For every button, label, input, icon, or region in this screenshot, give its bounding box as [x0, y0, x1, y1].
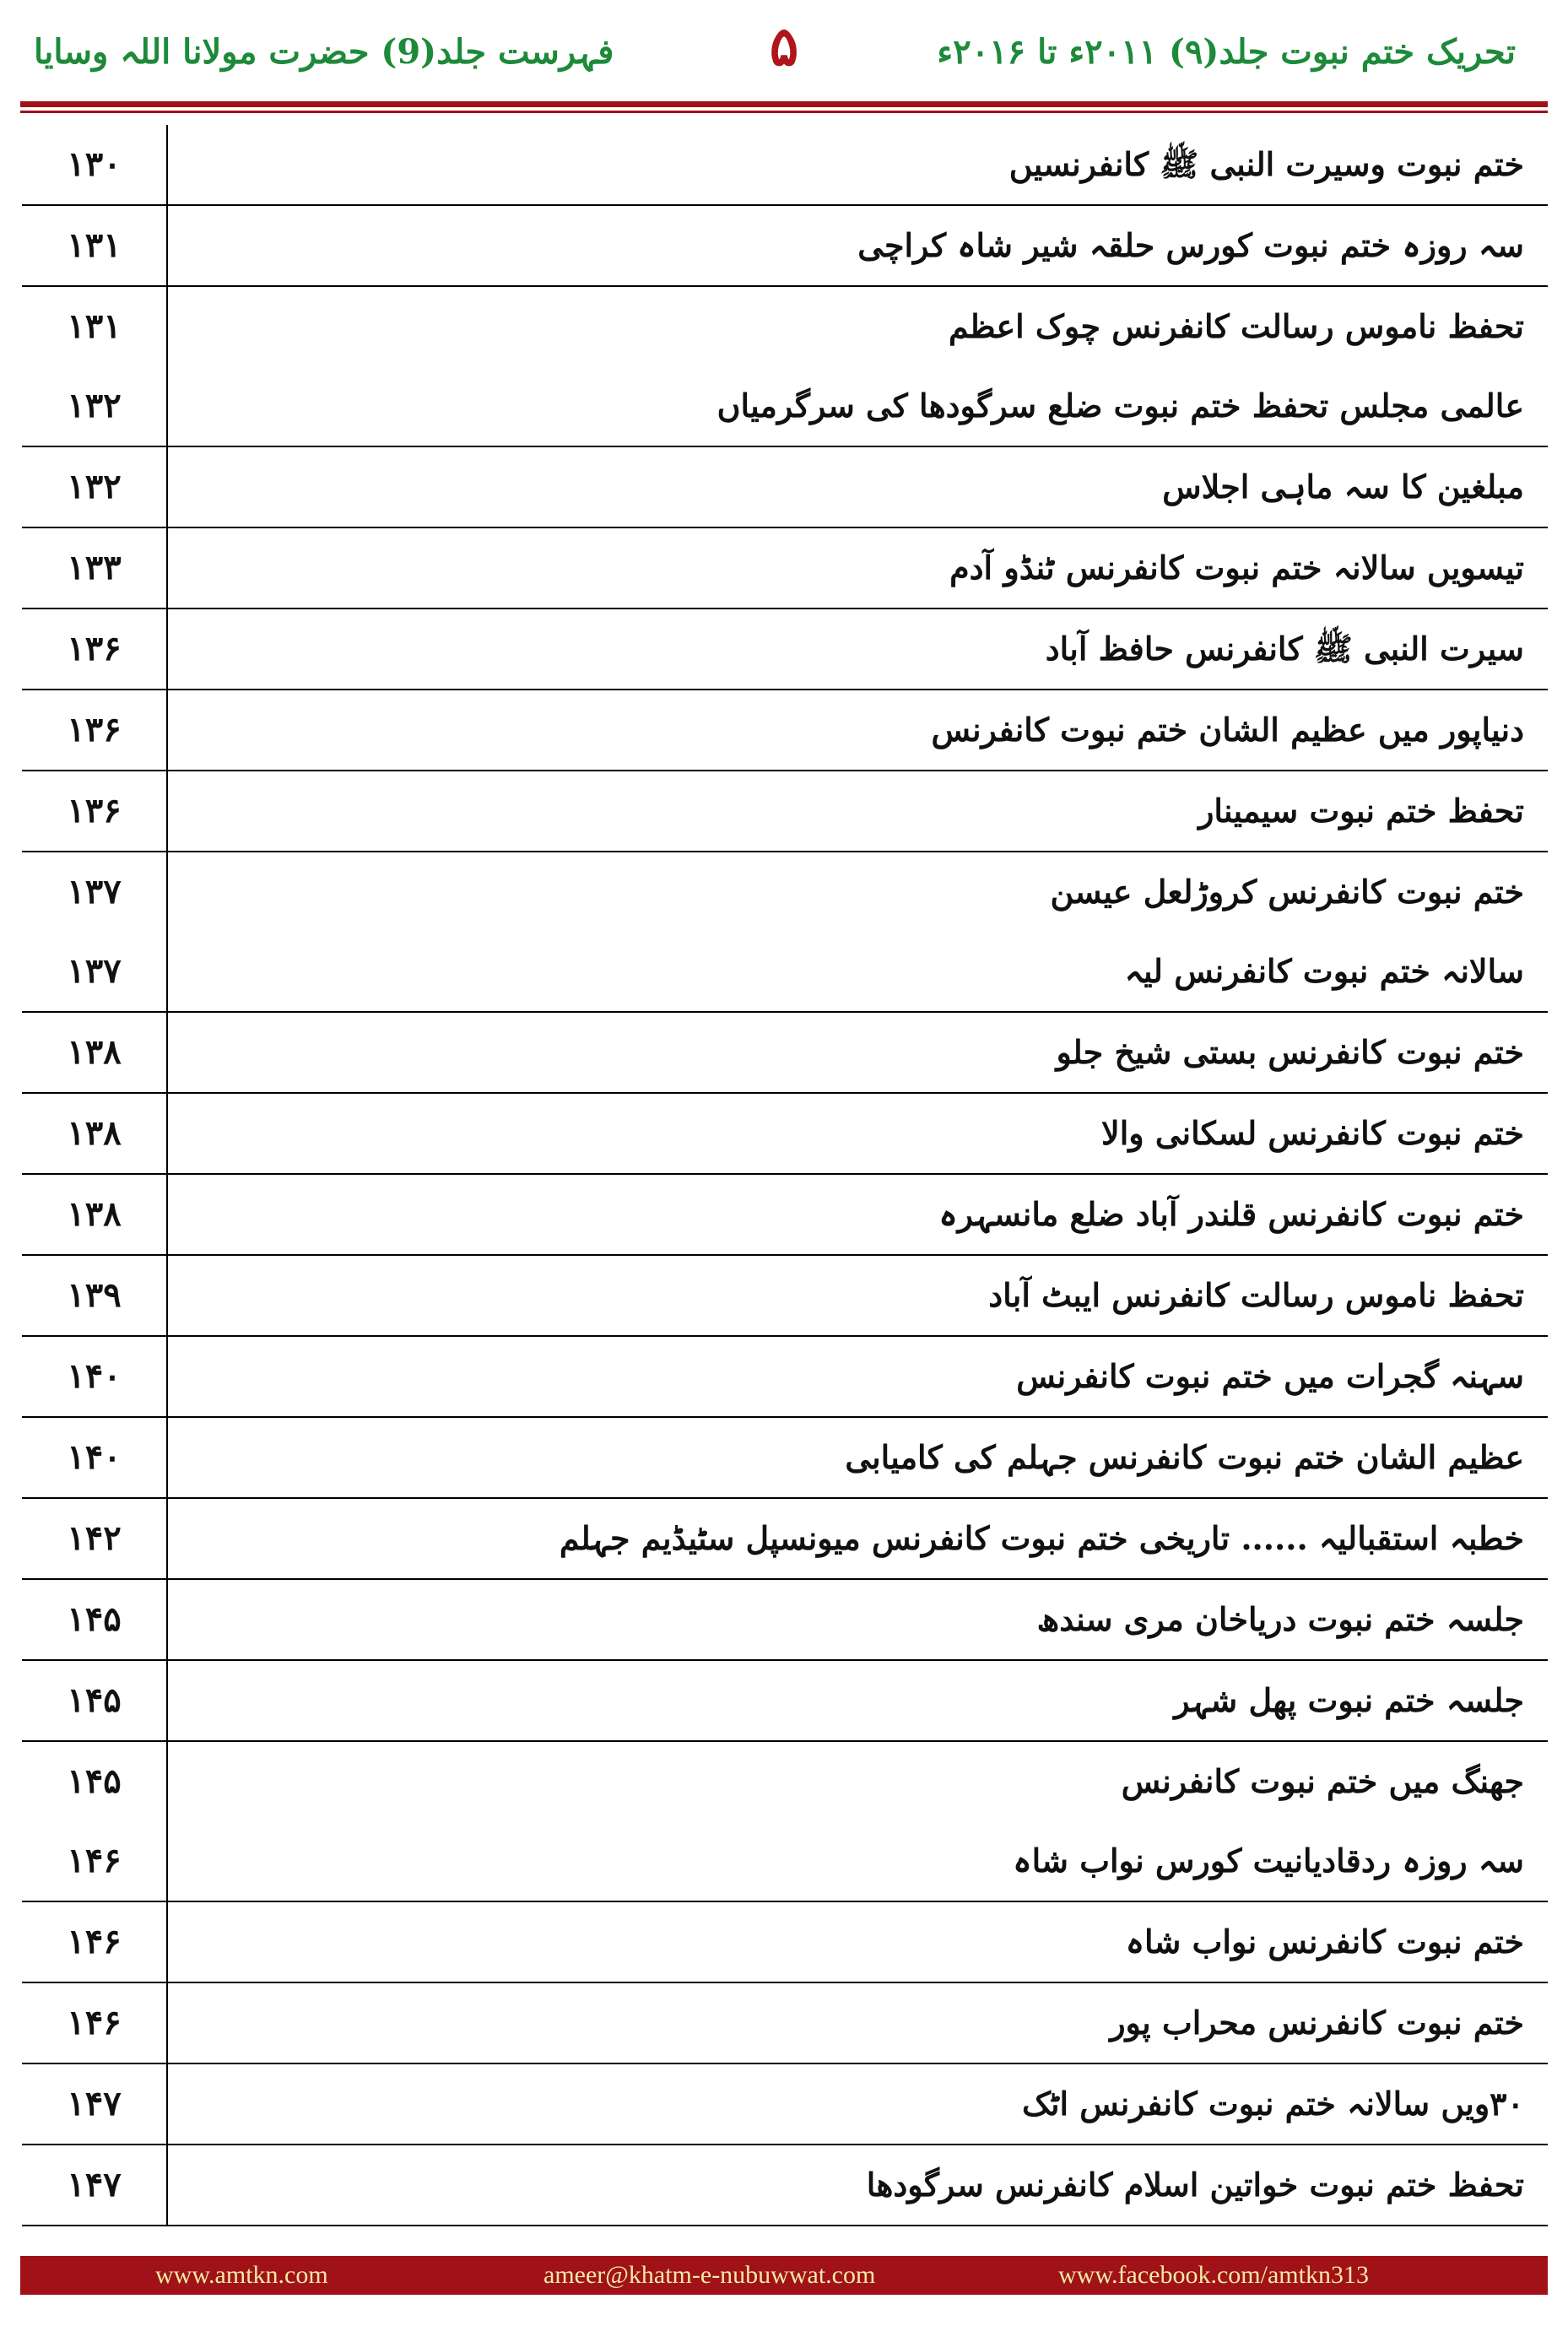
toc-group	[22, 1337, 1548, 1418]
footer-facebook: www.facebook.com/amtkn313	[1058, 2261, 1369, 2289]
toc-entry-title: تحفظ ناموس رسالت کانفرنس چوک اعظم	[948, 307, 1524, 345]
toc-entry	[22, 609, 1548, 689]
toc-entry	[22, 366, 1548, 446]
toc-entry-page: ۱۳۰	[67, 144, 122, 184]
toc-entry-page: ۱۴۲	[67, 1518, 122, 1558]
footer-website: www.amtkn.com	[155, 2261, 328, 2289]
toc-entry	[22, 852, 1548, 932]
toc-entry-title: ختم نبوت کانفرنس لسکانی والا	[1101, 1114, 1524, 1152]
toc-entry-page: ۱۳۱	[67, 306, 122, 346]
toc-entry-title: جلسہ ختم نبوت دریاخان مری سندھ	[1036, 1600, 1524, 1638]
toc-group	[22, 1661, 1548, 1742]
toc-entry-page: ۱۴۶	[67, 1922, 122, 1961]
toc-group	[22, 206, 1548, 287]
toc-group	[22, 1983, 1548, 2064]
toc-entry	[22, 1418, 1548, 1497]
header-volume-title: فہرست جلد(9) حضرت مولانا اللہ وسایا	[34, 32, 614, 72]
toc-entry	[22, 1256, 1548, 1335]
toc-entry-title: خطبہ استقبالیہ ...... تاریخی ختم نبوت کانفرنس میونسپل سٹیڈیم جہلم	[559, 1519, 1524, 1557]
toc-entry-page: ۱۳۹	[67, 1275, 122, 1315]
toc-entry-title: عالمی مجلس تحفظ ختم نبوت ضلع سرگودھا کی سرگرمیاں	[716, 387, 1524, 425]
toc-group	[22, 1013, 1548, 1094]
toc-entry	[22, 1580, 1548, 1659]
toc-entry-page: ۱۳۸	[67, 1032, 122, 1072]
toc-entry	[22, 1821, 1548, 1901]
toc-entry	[22, 1337, 1548, 1416]
toc-group	[22, 1175, 1548, 1256]
toc-entry-page: ۱۳۶	[67, 710, 122, 749]
toc-entry-page: ۱۴۷	[67, 2165, 122, 2204]
page-header	[0, 0, 1568, 101]
toc-entry-page: ۱۴۵	[67, 1680, 122, 1720]
toc-entry-title: ۳۰ویں سالانہ ختم نبوت کانفرنس اٹک	[1021, 2085, 1524, 2123]
toc-entry-title: سہنہ گجرات میں ختم نبوت کانفرنس	[1016, 1357, 1524, 1395]
toc-entry-title: سالانہ ختم نبوت کانفرنس لیہ	[1124, 952, 1524, 990]
toc-entry	[22, 1499, 1548, 1578]
toc-entry-title: تحفظ ناموس رسالت کانفرنس ایبٹ آباد	[988, 1276, 1524, 1314]
toc-entry	[22, 447, 1548, 527]
toc-entry-title: سہ روزہ ختم نبوت کورس حلقہ شیر شاہ کراچی	[857, 226, 1524, 264]
table-of-contents	[22, 125, 1548, 2226]
toc-entry-title: سہ روزہ ردقادیانیت کورس نواب شاہ	[1013, 1842, 1524, 1880]
page-footer	[20, 2256, 1548, 2295]
footer-email: ameer@khatm-e-nubuwwat.com	[543, 2261, 876, 2289]
toc-entry-title: سیرت النبی ﷺ کانفرنس حافظ آباد	[1045, 630, 1524, 668]
toc-entry	[22, 528, 1548, 608]
toc-entry	[22, 1094, 1548, 1173]
toc-entry	[22, 1013, 1548, 1092]
header-book-title: تحریک ختم نبوت جلد(۹) ۲۰۱۱ء تا ۲۰۱۶ء	[937, 32, 1516, 72]
toc-entry	[22, 206, 1548, 285]
toc-entry-page: ۱۳۲	[67, 467, 122, 506]
toc-entry	[22, 1902, 1548, 1982]
toc-group	[22, 125, 1548, 206]
toc-entry	[22, 2064, 1548, 2144]
toc-group	[22, 1499, 1548, 1580]
toc-entry-title: عظیم الشان ختم نبوت کانفرنس جہلم کی کامیابی	[845, 1438, 1524, 1476]
toc-entry-page: ۱۳۲	[67, 386, 122, 425]
toc-group	[22, 528, 1548, 609]
toc-entry-title: ختم نبوت کانفرنس نواب شاہ	[1125, 1923, 1524, 1961]
toc-group	[22, 1256, 1548, 1337]
toc-group	[22, 2145, 1548, 2226]
toc-entry	[22, 2145, 1548, 2225]
toc-entry	[22, 1983, 1548, 2063]
toc-entry-title: ختم نبوت کانفرنس کروڑلعل عیسن	[1050, 873, 1524, 911]
toc-entry-title: دنیاپور میں عظیم الشان ختم نبوت کانفرنس	[931, 711, 1524, 749]
toc-group	[22, 287, 1548, 447]
toc-group	[22, 1742, 1548, 1902]
toc-entry	[22, 771, 1548, 851]
toc-entry	[22, 932, 1548, 1011]
toc-entry-page: ۱۴۷	[67, 2084, 122, 2123]
toc-group	[22, 852, 1548, 1013]
toc-entry-page: ۱۳۷	[67, 951, 122, 991]
toc-group	[22, 2064, 1548, 2145]
toc-entry	[22, 1175, 1548, 1254]
toc-entry-page: ۱۳۷	[67, 872, 122, 911]
toc-entry-page: ۱۳۸	[67, 1113, 122, 1153]
toc-entry-page: ۱۴۵	[67, 1599, 122, 1639]
toc-entry	[22, 125, 1548, 204]
toc-entry-page: ۱۳۳	[67, 548, 122, 587]
toc-entry-title: ختم نبوت کانفرنس قلندر آباد ضلع مانسہرہ	[938, 1195, 1524, 1233]
header-rule-thin	[20, 111, 1548, 113]
toc-entry-title: جھنگ میں ختم نبوت کانفرنس	[1121, 1762, 1524, 1800]
toc-group	[22, 1094, 1548, 1175]
toc-entry-page: ۱۳۶	[67, 791, 122, 830]
toc-group	[22, 609, 1548, 690]
toc-entry-page: ۱۴۵	[67, 1761, 122, 1801]
toc-entry-title: تحفظ ختم نبوت خواتین اسلام کانفرنس سرگودھا	[866, 2166, 1524, 2204]
toc-group	[22, 1418, 1548, 1499]
toc-group	[22, 447, 1548, 528]
toc-entry-page: ۱۳۶	[67, 629, 122, 668]
toc-entry	[22, 1742, 1548, 1821]
toc-entry-page: ۱۴۰	[67, 1437, 122, 1477]
toc-entry-title: مبلغین کا سہ ماہی اجلاس	[1162, 468, 1524, 506]
toc-group	[22, 771, 1548, 852]
toc-entry	[22, 1661, 1548, 1740]
toc-group	[22, 1580, 1548, 1661]
toc-entry-page: ۱۳۸	[67, 1194, 122, 1234]
toc-entry-page: ۱۴۶	[67, 2003, 122, 2042]
header-rule-thick	[20, 101, 1548, 107]
toc-entry-title: ختم نبوت کانفرنس بستی شیخ جلو	[1056, 1033, 1524, 1071]
toc-entry	[22, 287, 1548, 366]
toc-entry-page: ۱۴۰	[67, 1356, 122, 1396]
page-number: ۵	[769, 15, 799, 78]
toc-entry-title: جلسہ ختم نبوت پھل شہر	[1174, 1681, 1524, 1719]
toc-entry-title: تیسویں سالانہ ختم نبوت کانفرنس ٹنڈو آدم	[949, 549, 1524, 587]
toc-group	[22, 1902, 1548, 1983]
toc-entry-title: ختم نبوت وسیرت النبی ﷺ کانفرنسیں	[1008, 145, 1524, 183]
toc-entry-title: تحفظ ختم نبوت سیمینار	[1198, 792, 1524, 830]
toc-group	[22, 690, 1548, 771]
toc-entry-title: ختم نبوت کانفرنس محراب پور	[1110, 2004, 1524, 2042]
toc-entry-page: ۱۴۶	[67, 1841, 122, 1880]
toc-entry	[22, 690, 1548, 770]
toc-entry-page: ۱۳۱	[67, 225, 122, 265]
